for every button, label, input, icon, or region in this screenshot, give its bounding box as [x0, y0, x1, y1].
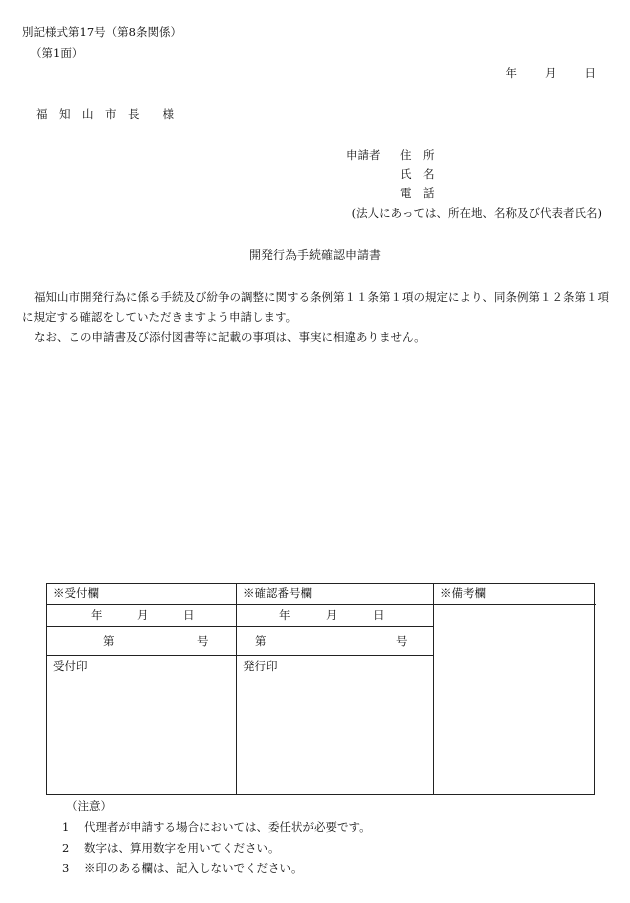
confirmation-day: 日: [373, 608, 385, 622]
remarks-header: ※備考欄: [440, 586, 486, 600]
table-divider: [47, 626, 433, 627]
confirmation-gou: 号: [396, 634, 408, 648]
note-item: [62, 842, 280, 856]
issue-seal-label: 発行印: [243, 659, 278, 673]
reception-dai: 第: [103, 634, 115, 648]
note-item: [62, 862, 303, 876]
document-title: 開発行為手続確認申請書: [248, 248, 381, 262]
submission-date: [506, 67, 597, 81]
table-divider: [433, 584, 434, 794]
reception-year: 年: [91, 608, 103, 622]
body-text: [22, 287, 612, 347]
body-paragraph-1: 福知山市開発行為に係る手続及び紛争の調整に関する条例第１１条第１項の規定により、同条例第１２条第１項に規定する確認をしていただきますよう申請します。: [22, 290, 609, 324]
reception-day: 日: [183, 608, 195, 622]
note-number: 2: [62, 841, 70, 855]
note-text: ※印のある欄は、記入しないでください。: [84, 861, 303, 875]
body-paragraph-2: なお、この申請書及び添付図書等に記載の事項は、事実に相違ありません。: [34, 330, 426, 344]
form-number: 別記様式第17号（第8条関係）: [22, 25, 182, 39]
note-text: 代理者が申請する場合においては、委任状が必要です。: [84, 820, 371, 834]
address-label: 住 所: [400, 148, 435, 162]
table-divider: [236, 584, 237, 794]
table-divider: [47, 604, 596, 605]
phone-label: 電 話: [400, 186, 435, 200]
applicant-label: 申請者: [346, 148, 381, 162]
date-year: 年: [505, 66, 517, 80]
sheet-number: （第1面）: [30, 46, 84, 60]
reception-month: 月: [137, 608, 149, 622]
addressee: 福 知 山 市 長 様: [36, 107, 174, 121]
reception-seal-label: 受付印: [53, 659, 88, 673]
reception-gou: 号: [197, 634, 209, 648]
table-divider: [47, 655, 433, 656]
note-text: 数字は、算用数字を用いてください。: [84, 841, 280, 855]
confirmation-dai: 第: [255, 634, 267, 648]
date-day: 日: [584, 66, 596, 80]
confirmation-header: ※確認番号欄: [243, 586, 312, 600]
name-label: 氏 名: [400, 167, 435, 181]
note-number: 1: [62, 820, 70, 834]
note-number: 3: [62, 861, 70, 875]
notes-heading: （注意）: [66, 799, 112, 813]
confirmation-month: 月: [326, 608, 338, 622]
corporation-note: (法人にあっては、所在地、名称及び代表者氏名): [351, 206, 602, 220]
confirmation-year: 年: [279, 608, 291, 622]
office-use-table: [46, 583, 595, 795]
note-item: [62, 821, 371, 835]
date-month: 月: [545, 66, 557, 80]
reception-header: ※受付欄: [53, 586, 99, 600]
